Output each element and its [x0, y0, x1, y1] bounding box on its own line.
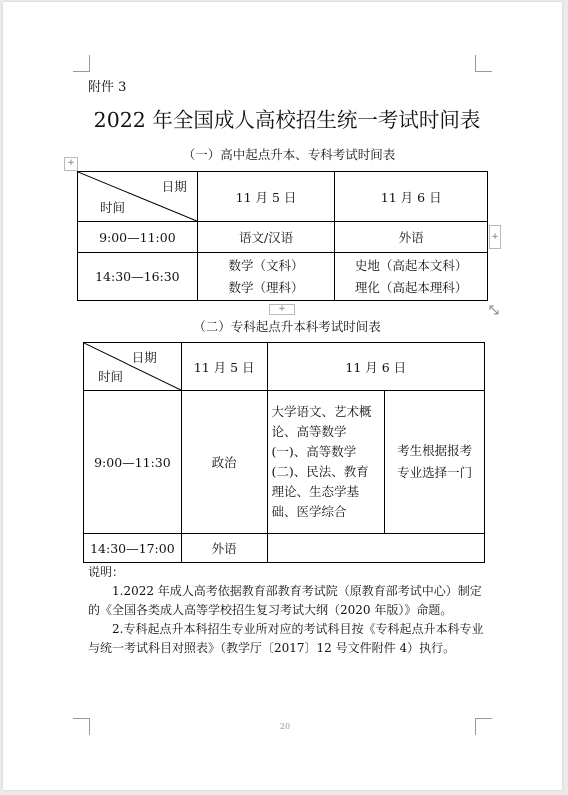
table-row: [78, 253, 488, 301]
subject-list-cell: [267, 391, 385, 534]
table-row: [78, 222, 488, 253]
time-cell: 9:00—11:30: [84, 391, 182, 534]
subject-line: 数学（文科）: [228, 257, 304, 273]
header-time-label: 时间: [98, 369, 124, 384]
note-paragraph-2: 2.专科起点升本科招生专业所对应的考试科目按《专科起点升本科专业与统一考试科目对照表》（教学厅〔2017〕12 号文件附件 4）执行。: [88, 622, 484, 655]
table-row: [78, 172, 488, 222]
table1-caption: （一）高中起点升本、专科考试时间表: [182, 147, 396, 162]
subject-cell: 外语: [335, 222, 488, 253]
header-date-col2: 11 月 6 日: [335, 172, 488, 222]
exam-schedule-table-1: [77, 171, 488, 301]
subject-line: 史地（高起本文科）: [354, 257, 468, 273]
document-title: 2022 年全国成人高校招生统一考试时间表: [93, 108, 481, 132]
add-row-icon[interactable]: +: [269, 304, 295, 315]
time-cell: 9:00—11:00: [78, 222, 198, 253]
diagonal-header-cell: [78, 172, 198, 222]
subject-line: 理论、生态学基: [271, 484, 360, 499]
exam-schedule-table-2: [83, 342, 485, 563]
subject-cell: 语文/汉语: [197, 222, 335, 253]
table-row: [84, 343, 485, 391]
subject-line: 数学（理科）: [228, 279, 304, 295]
note-paragraph-1: 1.2022 年成人高考依据教育部教育考试院（原教育部考试中心）制定的《全国各类成人高等学校招生复习考试大纲（2020 年版）》命题。: [88, 584, 482, 617]
note-line: 考生根据报考: [397, 443, 473, 458]
subject-line: 大学语文、艺术概: [271, 404, 372, 419]
attachment-label: 附件 3: [88, 80, 127, 95]
table-row: [84, 534, 485, 563]
subject-line: (二)、民法、教育: [271, 464, 369, 479]
subject-cell: [335, 253, 488, 301]
note-line: 专业选择一门: [397, 465, 473, 480]
table-move-handle-icon[interactable]: +: [64, 157, 78, 171]
table2-caption: （二）专科起点升本科考试时间表: [193, 319, 381, 334]
subject-cell: 政治: [181, 391, 267, 534]
notes-heading: 说明：: [88, 565, 125, 579]
crop-mark-top-right: [475, 55, 492, 72]
header-date-label: 日期: [161, 179, 187, 194]
subject-cell: [267, 534, 484, 563]
subject-line: (一)、高等数学: [271, 444, 357, 459]
subject-line: 理化（高起本理科）: [354, 279, 468, 295]
time-cell: 14:30—16:30: [78, 253, 198, 301]
subject-line: 础、医学综合: [271, 504, 347, 519]
header-time-label: 时间: [100, 200, 126, 215]
header-date-col2: 11 月 6 日: [267, 343, 484, 391]
page-number: 20: [279, 722, 291, 731]
subject-cell: [197, 253, 335, 301]
diagonal-header-cell: [84, 343, 182, 391]
add-column-icon[interactable]: +: [489, 225, 501, 249]
subject-cell: 外语: [181, 534, 267, 563]
table-row: [84, 391, 485, 534]
crop-mark-top-left: [73, 55, 90, 72]
table-resize-icon[interactable]: [488, 304, 500, 316]
subject-note-cell: [385, 391, 485, 534]
header-date-col1: 11 月 5 日: [181, 343, 267, 391]
header-date-label: 日期: [131, 350, 157, 365]
notes-section: [88, 563, 488, 658]
subject-line: 论、高等数学: [271, 424, 347, 439]
header-date-col1: 11 月 5 日: [197, 172, 335, 222]
time-cell: 14:30—17:00: [84, 534, 182, 563]
